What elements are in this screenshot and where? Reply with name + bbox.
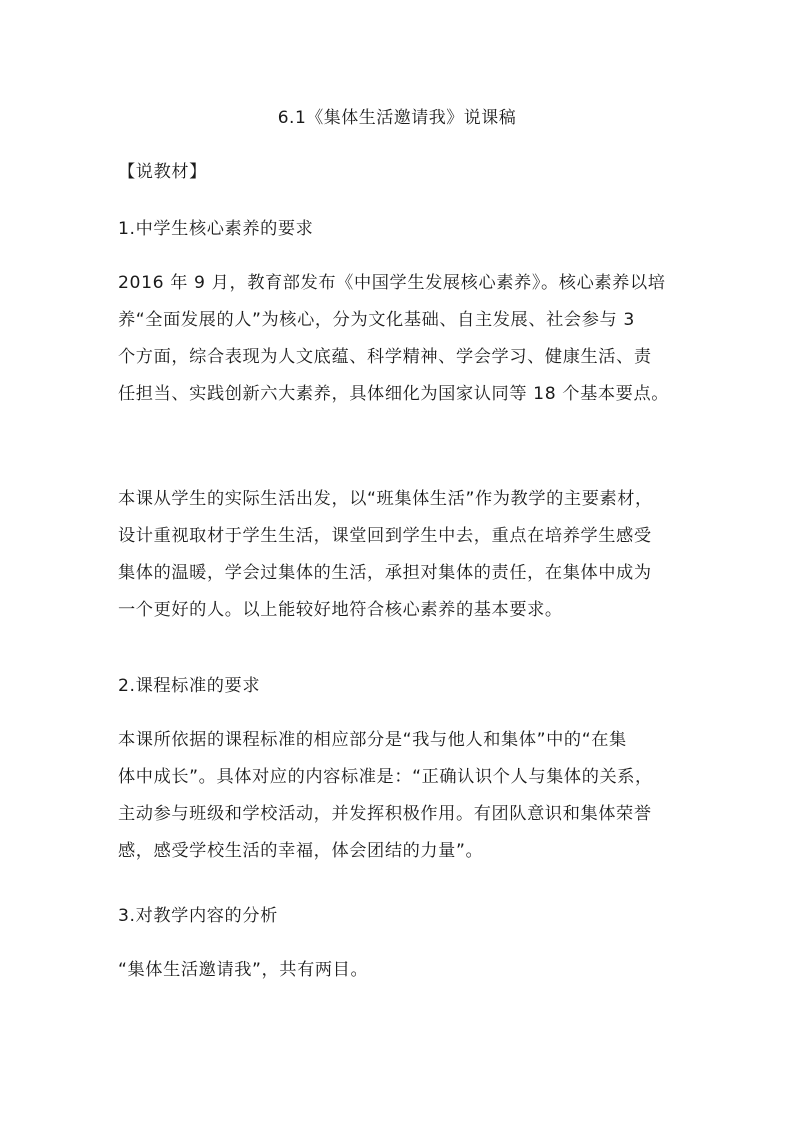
- paragraph-line: 2016 年 9 月，教育部发布《中国学生发展核心素养》。核心素养以培: [118, 273, 666, 293]
- paragraph-line: 设计重视取材于学生生活，课堂回到学生中去，重点在培养学生感受: [118, 526, 652, 546]
- paragraph-line: 感，感受学校生活的幸福，体会团结的力量”。: [118, 841, 484, 861]
- paragraph-line: 本课从学生的实际生活出发，以“班集体生活”作为教学的主要素材，: [118, 489, 653, 509]
- paragraph-line: 个方面，综合表现为人文底蕴、科学精神、学会学习、健康生活、责: [118, 347, 652, 367]
- subsection-heading-core-literacy: 1.中学生核心素养的要求: [118, 219, 314, 239]
- paragraph-line: 主动参与班级和学校活动，并发挥积极作用。有团队意识和集体荣誉: [118, 804, 652, 824]
- paragraph-line: 集体的温暖，学会过集体的生活，承担对集体的责任，在集体中成为: [118, 563, 652, 583]
- document-title: 6.1《集体生活邀请我》说课稿: [277, 108, 517, 128]
- paragraph-line: 本课所依据的课程标准的相应部分是“我与他人和集体”中的“在集: [118, 730, 627, 750]
- section-heading: 【说教材】: [118, 162, 207, 182]
- paragraph-line: 养“全面发展的人”为核心，分为文化基础、自主发展、社会参与 3: [118, 310, 635, 330]
- subsection-heading-content-analysis: 3.对教学内容的分析: [118, 906, 278, 926]
- paragraph-line: 一个更好的人。以上能较好地符合核心素养的基本要求。: [118, 600, 563, 620]
- paragraph-line: 任担当、实践创新六大素养，具体细化为国家认同等 18 个基本要点。: [118, 384, 670, 404]
- subsection-heading-curriculum-standard: 2.课程标准的要求: [118, 676, 261, 696]
- paragraph-line: “集体生活邀请我”，共有两目。: [118, 960, 369, 980]
- paragraph-line: 体中成长”。具体对应的内容标准是：“正确认识个人与集体的关系，: [118, 767, 653, 787]
